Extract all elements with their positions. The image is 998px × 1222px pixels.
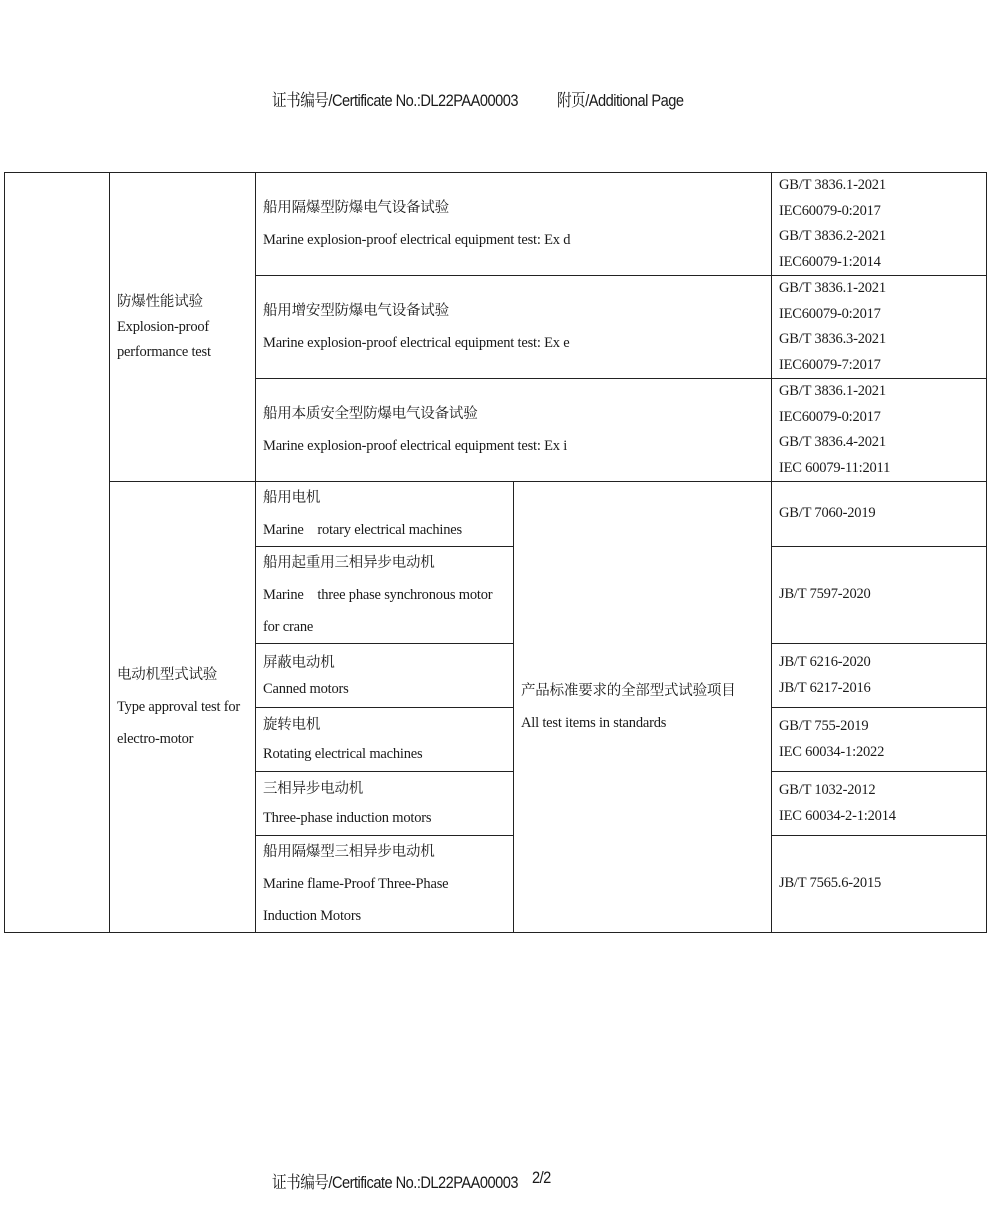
- test-item-cn: 船用增安型防爆电气设备试验: [263, 303, 449, 319]
- test-item-cn: 旋转电机: [263, 716, 321, 733]
- category-name-en: Type approval test for: [117, 699, 241, 715]
- test-item-en: Induction Motors: [263, 908, 361, 924]
- category-name-en: electro-motor: [117, 731, 194, 747]
- table-row: [5, 482, 987, 547]
- footer-page-number: 2/2: [532, 1168, 551, 1187]
- test-scope-cell: [514, 482, 772, 933]
- category-name-en: Explosion-proof: [117, 318, 210, 335]
- standards-cell: [772, 482, 987, 547]
- test-scope-en: All test items in standards: [521, 715, 667, 731]
- category-cell-explosion-proof: [110, 173, 256, 482]
- test-item-en: Marine explosion-proof electrical equipment test: Ex d: [263, 232, 571, 248]
- standard-code: GB/T 3836.3-2021: [779, 331, 886, 347]
- standard-code: GB/T 7060-2019: [779, 505, 876, 522]
- standard-code: JB/T 6217-2016: [779, 679, 871, 696]
- page-header: [0, 86, 998, 114]
- standards-cell: [772, 276, 987, 379]
- standards-cell: [772, 644, 987, 708]
- standard-code: IEC60079-0:2017: [779, 408, 881, 425]
- test-item-cell: [256, 482, 514, 547]
- test-item-en: Marine rotary electrical machines: [263, 522, 462, 538]
- standards-cell: [772, 708, 987, 772]
- header-certificate-number: 证书编号/Certificate No.:DL22PAA00003: [272, 91, 518, 110]
- test-scope-table: [4, 172, 987, 933]
- test-item-cn: 船用起重用三相异步电动机: [263, 555, 435, 571]
- standard-code: IEC60079-0:2017: [779, 305, 881, 322]
- test-item-en: Marine flame-Proof Three-Phase: [263, 876, 449, 892]
- test-item-cell: [256, 772, 514, 836]
- test-item-cell: [256, 173, 772, 276]
- standard-code: GB/T 3836.1-2021: [779, 280, 886, 296]
- test-item-cn: 船用本质安全型防爆电气设备试验: [263, 406, 478, 422]
- test-item-cn: 屏蔽电动机: [263, 654, 335, 671]
- test-item-en: Canned motors: [263, 680, 349, 697]
- standard-code: JB/T 6216-2020: [779, 654, 871, 670]
- test-item-cell: [256, 644, 514, 708]
- category-name-cn: 防爆性能试验: [117, 293, 203, 310]
- standards-cell: [772, 836, 987, 933]
- standard-code: GB/T 1032-2012: [779, 782, 876, 798]
- standard-code: JB/T 7565.6-2015: [779, 875, 882, 892]
- category-name-en: performance test: [117, 343, 211, 360]
- test-item-cn: 船用隔爆型防爆电气设备试验: [263, 200, 449, 216]
- standards-cell: [772, 379, 987, 482]
- test-item-en: Marine explosion-proof electrical equipment test: Ex i: [263, 438, 568, 454]
- footer-certificate-number: 证书编号/Certificate No.:DL22PAA00003: [272, 1173, 518, 1192]
- standard-code: GB/T 755-2019: [779, 718, 869, 734]
- test-item-cell: [256, 547, 514, 644]
- test-item-en: Marine three phase synchronous motor: [263, 587, 493, 603]
- test-item-en: Three-phase induction motors: [263, 809, 432, 826]
- standard-code: IEC 60034-2-1:2014: [779, 807, 896, 824]
- test-item-cell: [256, 836, 514, 933]
- test-item-cn: 船用隔爆型三相异步电动机: [263, 844, 435, 860]
- standard-code: IEC60079-0:2017: [779, 202, 881, 219]
- test-scope-cn: 产品标准要求的全部型式试验项目: [521, 683, 736, 699]
- test-item-en: Rotating electrical machines: [263, 745, 423, 762]
- standard-code: GB/T 3836.1-2021: [779, 383, 886, 399]
- page-footer: [0, 1168, 998, 1196]
- table-row: [5, 173, 987, 276]
- test-item-cn: 船用电机: [263, 490, 321, 506]
- standard-code: GB/T 3836.1-2021: [779, 177, 886, 193]
- header-page-label: 附页/Additional Page: [557, 91, 684, 110]
- standard-code: IEC60079-7:2017: [779, 356, 881, 373]
- standards-cell: [772, 772, 987, 836]
- standard-code: IEC60079-1:2014: [779, 253, 881, 270]
- test-item-en: Marine explosion-proof electrical equipment test: Ex e: [263, 335, 570, 351]
- blank-index-cell: [5, 173, 110, 933]
- standard-code: IEC 60034-1:2022: [779, 743, 885, 760]
- standard-code: JB/T 7597-2020: [779, 586, 871, 603]
- standard-code: GB/T 3836.2-2021: [779, 228, 886, 244]
- category-name-cn: 电动机型式试验: [117, 667, 218, 683]
- test-item-cn: 三相异步电动机: [263, 780, 364, 797]
- standard-code: IEC 60079-11:2011: [779, 459, 891, 476]
- category-cell-electro-motor: [110, 482, 256, 933]
- test-item-cell: [256, 379, 772, 482]
- test-item-en: for crane: [263, 619, 314, 635]
- standard-code: GB/T 3836.4-2021: [779, 434, 886, 450]
- standards-cell: [772, 173, 987, 276]
- test-item-cell: [256, 708, 514, 772]
- test-item-cell: [256, 276, 772, 379]
- standards-cell: [772, 547, 987, 644]
